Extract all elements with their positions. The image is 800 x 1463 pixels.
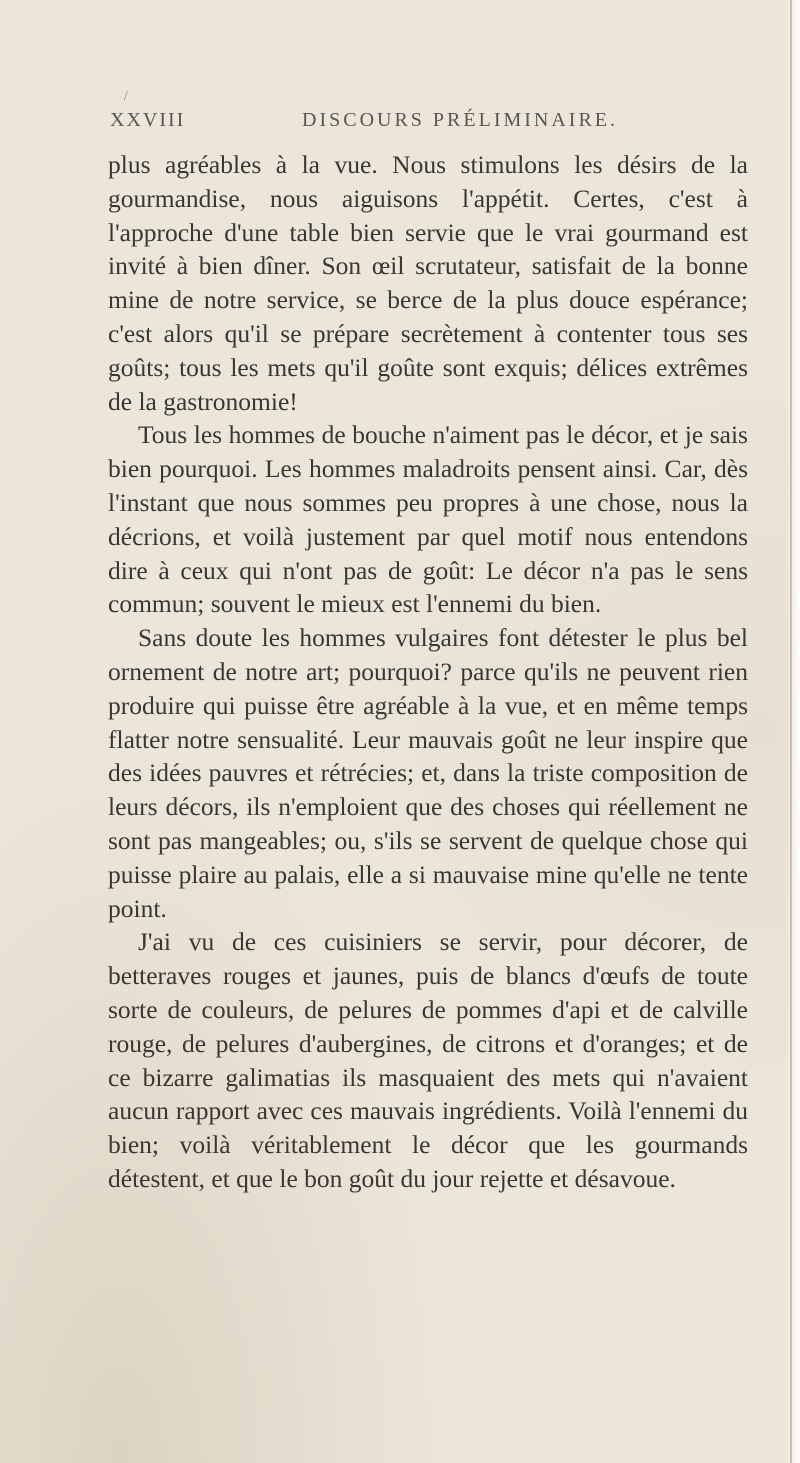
running-head <box>110 89 740 139</box>
page-number: XXVIII <box>110 109 186 131</box>
paragraph-2: Tous les hommes de bouche n'aiment pas le décor, et je sais bien pourquoi. Les hommes maladroits pensent ainsi. Car, dès l'instant que nous sommes peu propres à une chose, nous la décrions, et voilà justement par quel motif nous entendons dire à ceux qui n'ont pas de goût: Le décor n'a pas le sens commun; souvent le mieux est l'ennemi du bien. <box>108 420 748 619</box>
page-edge-shadow <box>786 0 800 1463</box>
body-text <box>108 148 748 1196</box>
running-head-title: DISCOURS PRÉLIMINAIRE. <box>302 109 619 131</box>
paragraph-3: Sans doute les hommes vulgaires font détester le plus bel ornement de notre art; pourquoi? parce qu'ils ne peuvent rien produire qui puisse être agréable à la vue, et en même temps flatter notre sensualité. Leur mauvais goût ne leur inspire que des idées pauvres et rétrécies; et, dans la triste composition de leurs décors, ils n'emploient que des choses qui réellement ne sont pas mangeables; ou, s'ils se servent de quelque chose qui puisse plaire au palais, elle a si mauvaise mine qu'elle ne tente point. <box>108 623 748 923</box>
paragraph-4: J'ai vu de ces cuisiniers se servir, pour décorer, de betteraves rouges et jaunes, puis de blancs d'œufs de toute sorte de couleurs, de pelures de pommes d'api et de calville rouge, de pelures d'aubergines, de citrons et d'oranges; et de ce bizarre galimatias ils masquaient des mets qui n'avaient aucun rapport avec ces mauvais ingrédients. Voilà l'ennemi du bien; voilà véritablement le décor que les gourmands détestent, et que le bon goût du jour rejette et désavoue. <box>108 927 748 1193</box>
paragraph-1: plus agréables à la vue. Nous stimulons les désirs de la gourmandise, nous aiguisons l'appétit. Certes, c'est à l'approche d'une table bien servie que le vrai gourmand est invité à bien dîner. Son œil scrutateur, satisfait de la bonne mine de notre service, se berce de la plus douce espérance; c'est alors qu'il se prépare secrètement à contenter tous ses goûts; tous les mets qu'il goûte sont exquis; délices extrêmes de la gastronomie! <box>108 150 748 416</box>
page-number-mark: / <box>124 89 130 104</box>
page-edge-line <box>790 0 792 1463</box>
